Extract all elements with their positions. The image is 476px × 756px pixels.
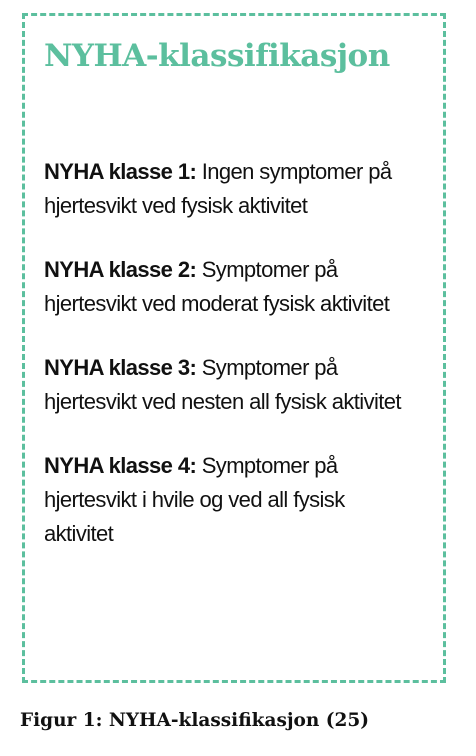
nyha-class-2-text: Symptomer på hjertesvikt ved moderat fysisk aktivitet	[44, 257, 390, 316]
nyha-class-2-label: NYHA klasse 2:	[44, 257, 197, 282]
box-title: NYHA-klassifikasjon	[44, 38, 390, 74]
nyha-class-2	[44, 253, 404, 321]
nyha-class-1-text: Ingen symptomer på hjertesvikt ved fysisk aktivitet	[44, 159, 392, 218]
nyha-class-4-label: NYHA klasse 4:	[44, 453, 197, 478]
nyha-class-3-text: Symptomer på hjertesvikt ved nesten all fysisk aktivitet	[44, 355, 401, 414]
nyha-class-list	[44, 155, 404, 581]
nyha-class-3	[44, 351, 404, 419]
figure-caption: Figur 1: NYHA-klassifikasjon (25)	[20, 710, 370, 731]
nyha-class-4	[44, 449, 404, 551]
nyha-class-1-label: NYHA klasse 1:	[44, 159, 197, 184]
nyha-class-4-text: Symptomer på hjertesvikt i hvile og ved all fysisk aktivitet	[44, 453, 345, 546]
nyha-class-1	[44, 155, 404, 223]
nyha-class-3-label: NYHA klasse 3:	[44, 355, 197, 380]
